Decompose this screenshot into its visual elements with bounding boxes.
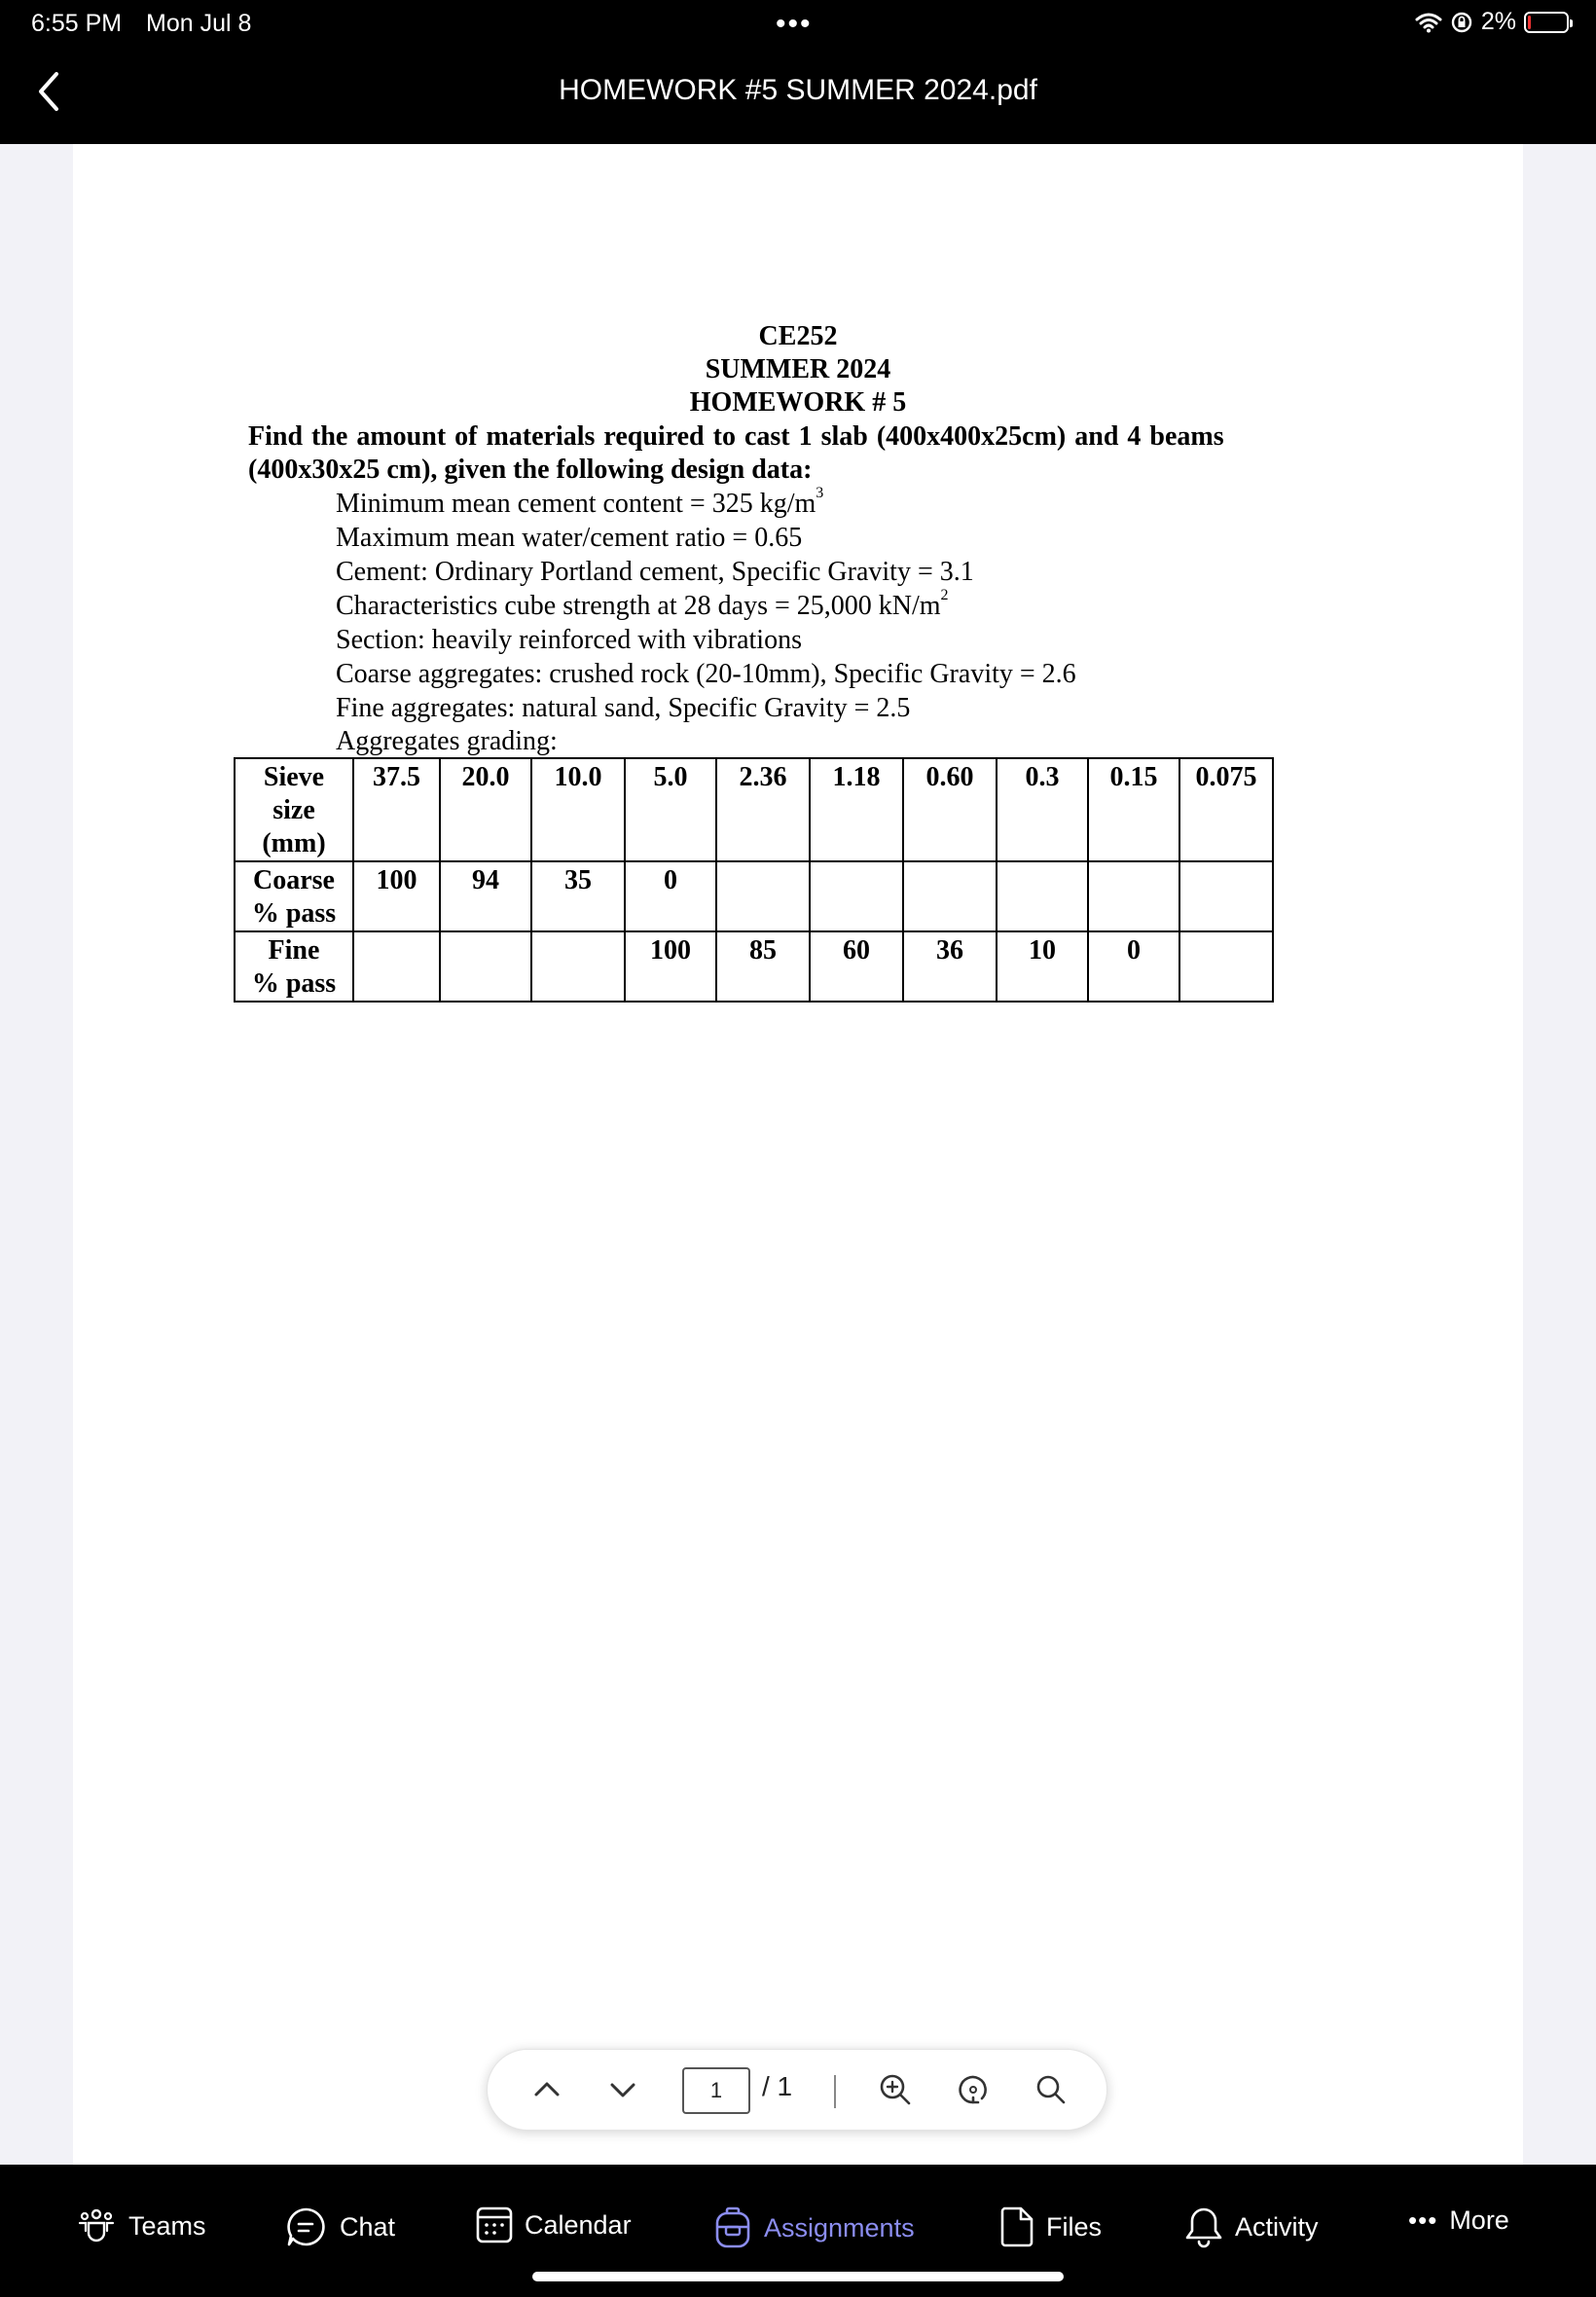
tab-chat-label: Chat <box>340 2211 396 2242</box>
assignments-backpack-icon <box>713 2206 752 2250</box>
coarse-cell <box>997 861 1088 931</box>
tab-teams-label: Teams <box>128 2210 206 2241</box>
tab-chat[interactable] <box>285 2206 395 2248</box>
files-icon <box>999 2206 1034 2248</box>
fine-cell <box>1179 931 1273 1002</box>
tab-files-label: Files <box>1046 2211 1103 2242</box>
tab-assignments-label: Assignments <box>764 2212 915 2242</box>
battery-percent: 2% <box>1480 8 1516 35</box>
coarse-cell <box>810 861 903 931</box>
fine-cell: 10 <box>997 931 1088 1002</box>
size-cell: 20.0 <box>440 758 531 861</box>
toolbar-divider <box>834 2075 836 2108</box>
fine-cell: 0 <box>1088 931 1179 1002</box>
coarse-cell: 0 <box>625 861 716 931</box>
wifi-icon <box>1415 12 1442 33</box>
fine-pass-header: Fine % pass <box>235 931 353 1002</box>
multitasking-dots-icon[interactable]: ••• <box>776 8 813 40</box>
search-icon[interactable] <box>1031 2069 1071 2110</box>
coarse-cell <box>716 861 810 931</box>
fine-cell <box>353 931 440 1002</box>
page-total: / 1 <box>762 2071 793 2101</box>
tab-calendar-label: Calendar <box>525 2209 632 2240</box>
cement-content-line <box>336 485 824 520</box>
grading-line: Aggregates grading: <box>336 726 558 756</box>
table-row <box>235 931 1273 1002</box>
coarse-pass-header: Coarse % pass <box>235 861 353 931</box>
fine-aggregate-line: Fine aggregates: natural sand, Specific Gravity = 2.5 <box>336 693 911 723</box>
tab-activity[interactable] <box>1184 2206 1319 2248</box>
fine-cell <box>531 931 625 1002</box>
pdf-page <box>73 144 1523 2165</box>
orientation-lock-icon <box>1450 11 1473 34</box>
size-cell: 0.60 <box>903 758 997 861</box>
nav-bar <box>0 47 1596 144</box>
fine-cell <box>440 931 531 1002</box>
pdf-viewer[interactable] <box>0 144 1596 2165</box>
tab-calendar[interactable] <box>476 2206 632 2244</box>
document-content <box>73 144 1523 1215</box>
fine-cell: 85 <box>716 931 810 1002</box>
sieve-size-header: Sieve size (mm) <box>235 758 353 861</box>
strength-exponent: 2 <box>940 587 949 603</box>
coarse-cell <box>1088 861 1179 931</box>
fine-cell: 60 <box>810 931 903 1002</box>
tab-more-label: More <box>1449 2206 1509 2235</box>
size-cell: 0.075 <box>1179 758 1273 861</box>
next-page-chevron-down-icon[interactable] <box>602 2069 643 2110</box>
term: SUMMER 2024 <box>705 354 891 384</box>
activity-bell-icon <box>1184 2206 1223 2248</box>
table-row <box>235 758 1273 861</box>
assignment-title: HOMEWORK # 5 <box>689 387 907 418</box>
coarse-aggregate-line: Coarse aggregates: crushed rock (20-10mm), Specific Gravity = 2.6 <box>336 659 1076 689</box>
tab-assignments[interactable] <box>713 2206 915 2250</box>
fine-cell: 100 <box>625 931 716 1002</box>
coarse-cell <box>1179 861 1273 931</box>
fine-cell: 36 <box>903 931 997 1002</box>
size-cell: 0.15 <box>1088 758 1179 861</box>
chat-icon <box>285 2206 328 2248</box>
calendar-icon <box>476 2206 513 2244</box>
course-code: CE252 <box>758 321 838 351</box>
grading-table <box>234 757 1274 1003</box>
home-indicator[interactable] <box>532 2272 1064 2281</box>
section-line: Section: heavily reinforced with vibrations <box>336 625 802 655</box>
problem-line-2: (400x30x25 cm), given the following design data: <box>248 455 813 485</box>
rotate-page-icon[interactable] <box>953 2069 994 2110</box>
more-dots-icon: ••• <box>1408 2206 1438 2235</box>
problem-line-1: Find the amount of materials required to cast 1 slab (400x400x25cm) and 4 beams <box>248 421 1224 452</box>
coarse-cell <box>903 861 997 931</box>
size-cell: 5.0 <box>625 758 716 861</box>
strength-line <box>336 587 949 622</box>
size-cell: 37.5 <box>353 758 440 861</box>
cement-content-text: Minimum mean cement content = 325 kg/m <box>336 489 816 519</box>
wc-ratio-line: Maximum mean water/cement ratio = 0.65 <box>336 523 803 553</box>
previous-page-chevron-up-icon[interactable] <box>526 2069 567 2110</box>
zoom-in-icon[interactable] <box>875 2069 916 2110</box>
size-cell: 0.3 <box>997 758 1088 861</box>
status-date: Mon Jul 8 <box>146 10 252 37</box>
tab-more[interactable] <box>1408 2206 1509 2236</box>
pdf-toolbar <box>487 2049 1107 2131</box>
table-row <box>235 861 1273 931</box>
tab-teams[interactable] <box>76 2206 206 2246</box>
cement-line: Cement: Ordinary Portland cement, Specific Gravity = 3.1 <box>336 557 974 587</box>
size-cell: 10.0 <box>531 758 625 861</box>
strength-text: Characteristics cube strength at 28 days = 25,000 kN/m <box>336 591 941 621</box>
teams-icon <box>76 2206 117 2246</box>
coarse-cell: 35 <box>531 861 625 931</box>
status-time: 6:55 PM <box>31 10 123 37</box>
size-cell: 1.18 <box>810 758 903 861</box>
tab-activity-label: Activity <box>1235 2211 1319 2242</box>
coarse-cell: 100 <box>353 861 440 931</box>
coarse-cell: 94 <box>440 861 531 931</box>
battery-icon <box>1524 12 1569 33</box>
cement-content-exponent: 3 <box>816 485 824 501</box>
document-title: HOMEWORK #5 SUMMER 2024.pdf <box>559 74 1037 106</box>
status-bar <box>0 0 1596 47</box>
tab-files[interactable] <box>999 2206 1102 2248</box>
size-cell: 2.36 <box>716 758 810 861</box>
page-number-input[interactable]: 1 <box>682 2067 750 2114</box>
